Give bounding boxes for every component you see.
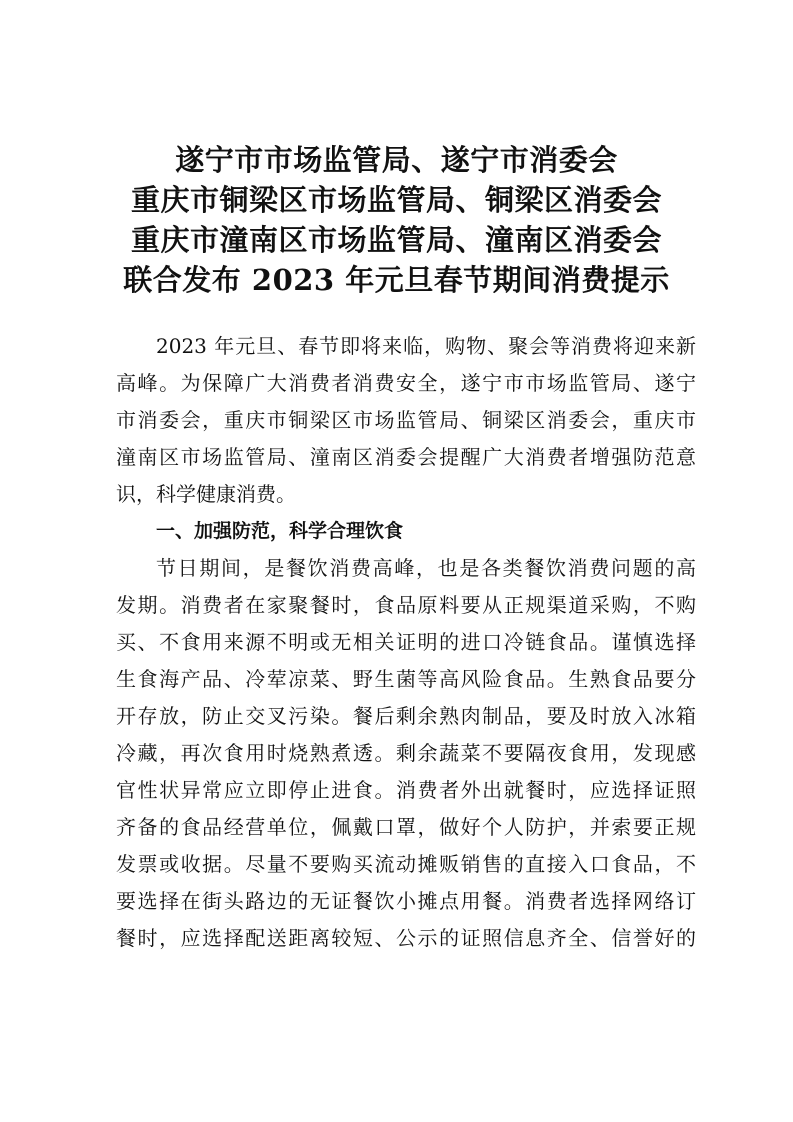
section-line: 节日期间，是餐饮消费高峰，也是各类餐饮消费问题的高	[156, 556, 696, 580]
intro-line: 2023 年元旦、春节即将来临，购物、聚会等消费将迎来新	[156, 334, 696, 358]
intro-line: 识，科学健康消费。	[116, 482, 296, 506]
section-line: 冷藏，再次食用时烧熟煮透。剩余蔬菜不要隔夜食用，发现感	[116, 741, 696, 765]
intro-line: 市消委会，重庆市铜梁区市场监管局、铜梁区消委会，重庆市	[116, 408, 696, 432]
document-body	[116, 328, 696, 957]
section-line: 餐时，应选择配送距离较短、公示的证照信息齐全、信誉好的	[116, 926, 696, 950]
section-line: 开存放，防止交叉污染。餐后剩余熟肉制品，要及时放入冰箱	[116, 704, 696, 728]
intro-line: 潼南区市场监管局、潼南区消委会提醒广大消费者增强防范意	[116, 445, 696, 469]
section-line: 买、不食用来源不明或无相关证明的进口冷链食品。谨慎选择	[116, 630, 696, 654]
title-line-4: 联合发布 2023 年元旦春节期间消费提示	[123, 263, 670, 297]
section-line: 发票或收据。尽量不要购买流动摊贩销售的直接入口食品，不	[116, 852, 696, 876]
document-title	[0, 140, 793, 300]
section-line: 齐备的食品经营单位，佩戴口罩，做好个人防护，并索要正规	[116, 815, 696, 839]
title-line-1: 遂宁市市场监管局、遂宁市消委会	[175, 143, 618, 177]
section-line: 官性状异常应立即停止进食。消费者外出就餐时，应选择证照	[116, 778, 696, 802]
intro-paragraph	[116, 328, 696, 513]
section-line: 发期。消费者在家聚餐时，食品原料要从正规渠道采购，不购	[116, 593, 696, 617]
intro-line: 高峰。为保障广大消费者消费安全，遂宁市市场监管局、遂宁	[116, 371, 696, 395]
section-heading: 一、加强防范，科学合理饮食	[156, 520, 404, 542]
section-line: 生食海产品、冷荤凉菜、野生菌等高风险食品。生熟食品要分	[116, 667, 696, 691]
title-line-2: 重庆市铜梁区市场监管局、铜梁区消委会	[130, 183, 662, 217]
section-paragraph	[116, 550, 696, 957]
title-line-3: 重庆市潼南区市场监管局、潼南区消委会	[130, 223, 662, 257]
section-line: 要选择在街头路边的无证餐饮小摊点用餐。消费者选择网络订	[116, 889, 696, 913]
